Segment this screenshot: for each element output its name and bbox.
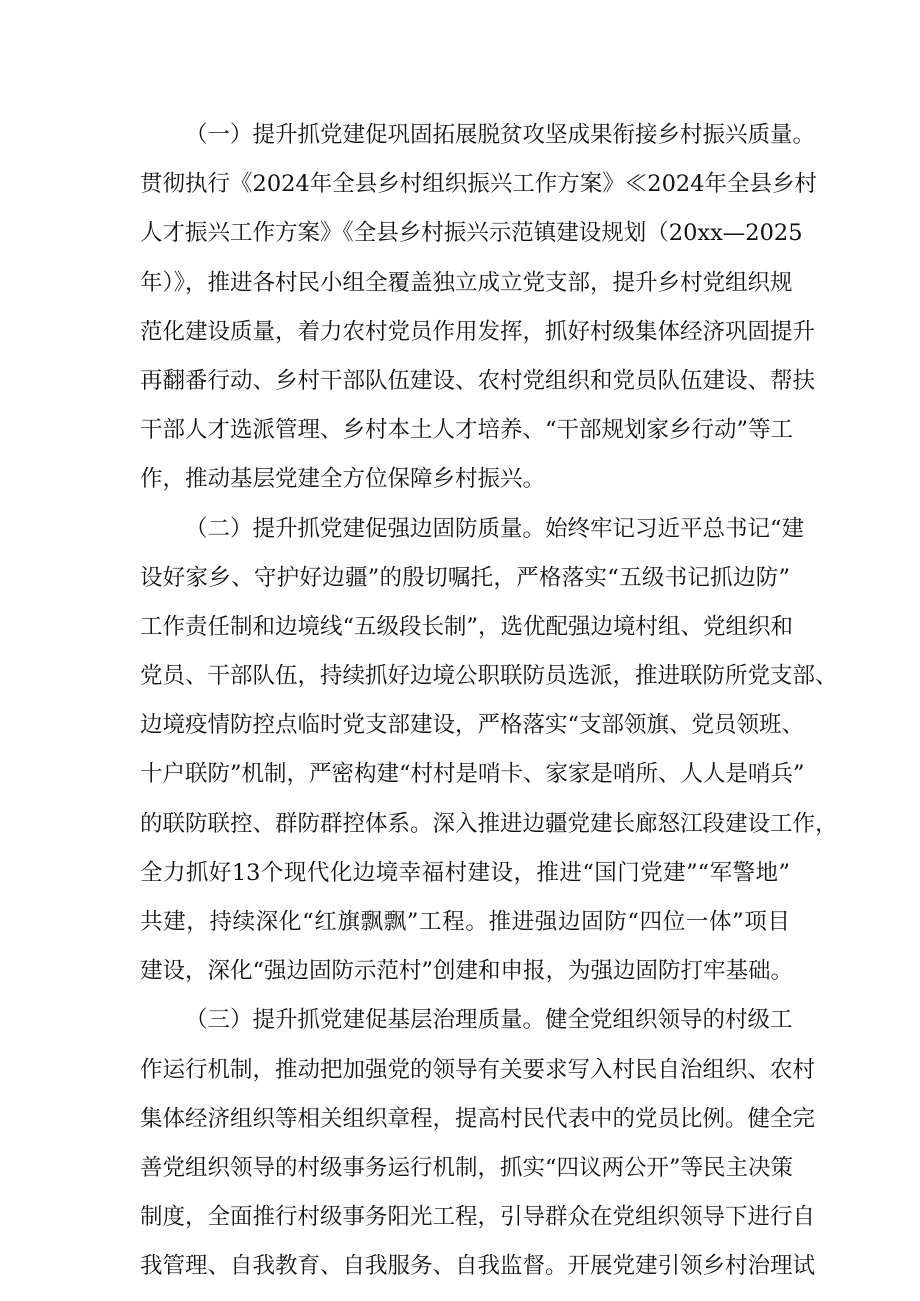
paragraph-2-line-7: 的联防联控、群防群控体系。深入推进边疆党建长廊怒江段建设工作， <box>140 810 838 837</box>
paragraph-1-line-8: 作，推动基层党建全方位保障乡村振兴。 <box>140 466 546 493</box>
paragraph-1-line-4: 年）》，推进各村民小组全覆盖独立成立党支部，提升乡村党组织规 <box>140 269 793 296</box>
paragraph-1-line-6: 再翻番行动、乡村干部队伍建设、农村党组织和党员队伍建设、帮扶 <box>140 367 816 394</box>
paragraph-3-line-4: 善党组织领导的村级事务运行机制，抓实“四议两公开”等民主决策 <box>140 1154 794 1181</box>
paragraph-1-line-1: （一）提升抓党建促巩固拓展脱贫攻坚成果衔接乡村振兴质量。 <box>185 122 816 148</box>
paragraph-1-line-3: 人才振兴工作方案》《全县乡村振兴示范镇建设规划（20xx—2025 <box>140 220 803 247</box>
paragraph-3-line-6: 我管理、自我教育、自我服务、自我监督。开展党建引领乡村治理试 <box>140 1253 816 1280</box>
paragraph-3-line-3: 集体经济组织等相关组织章程，提高村民代表中的党员比例。健全完 <box>140 1105 816 1132</box>
paragraph-2-line-3: 工作责任制和边境线“五级段长制”，选优配强边境村组、党组织和 <box>140 613 794 640</box>
paragraph-3-line-5: 制度，全面推行村级事务阳光工程，引导群众在党组织领导下进行自 <box>140 1204 816 1231</box>
paragraph-2-line-9: 共建，持续深化“红旗飘飘”工程。推进强边固防“四位一体”项目 <box>140 909 790 935</box>
paragraph-1-line-7: 干部人才选派管理、乡村本土人才培养、“干部规划家乡行动”等工 <box>140 417 794 444</box>
paragraph-3-line-1: （三）提升抓党建促基层治理质量。健全党组织领导的村级工 <box>185 1007 793 1034</box>
paragraph-1-line-5: 范化建设质量，着力农村党员作用发挥，抓好村级集体经济巩固提升 <box>140 318 816 345</box>
paragraph-1-line-2: 贯彻执行《2024年全县乡村组织振兴工作方案》≪2024年全县乡村 <box>140 171 818 198</box>
paragraph-2-line-4: 党员、干部队伍，持续抓好边境公职联防员选派，推进联防所党支部、 <box>140 663 838 690</box>
paragraph-2-line-10: 建设，深化“强边固防示范村”创建和申报，为强边固防打牢基础。 <box>140 958 794 985</box>
paragraph-2-line-2: 设好家乡、守护好边疆”的殷切嘱托，严格落实“五级书记抓边防” <box>140 564 790 591</box>
document-body <box>140 111 838 1292</box>
paragraph-2-line-5: 边境疫情防控点临时党支部建设，严格落实“支部领旗、党员领班、 <box>140 712 805 739</box>
paragraph-2-line-1: （二）提升抓党建促强边固防质量。始终牢记习近平总书记“建 <box>185 515 805 542</box>
paragraph-3-line-2: 作运行机制，推动把加强党的领导有关要求写入村民自治组织、农村 <box>140 1056 816 1083</box>
paragraph-2-line-6: 十户联防”机制，严密构建“村村是哨卡、家家是哨所、人人是哨兵” <box>140 761 805 788</box>
paragraph-2-line-8: 全力抓好13个现代化边境幸福村建设，推进“国门党建”“军警地” <box>140 859 790 886</box>
